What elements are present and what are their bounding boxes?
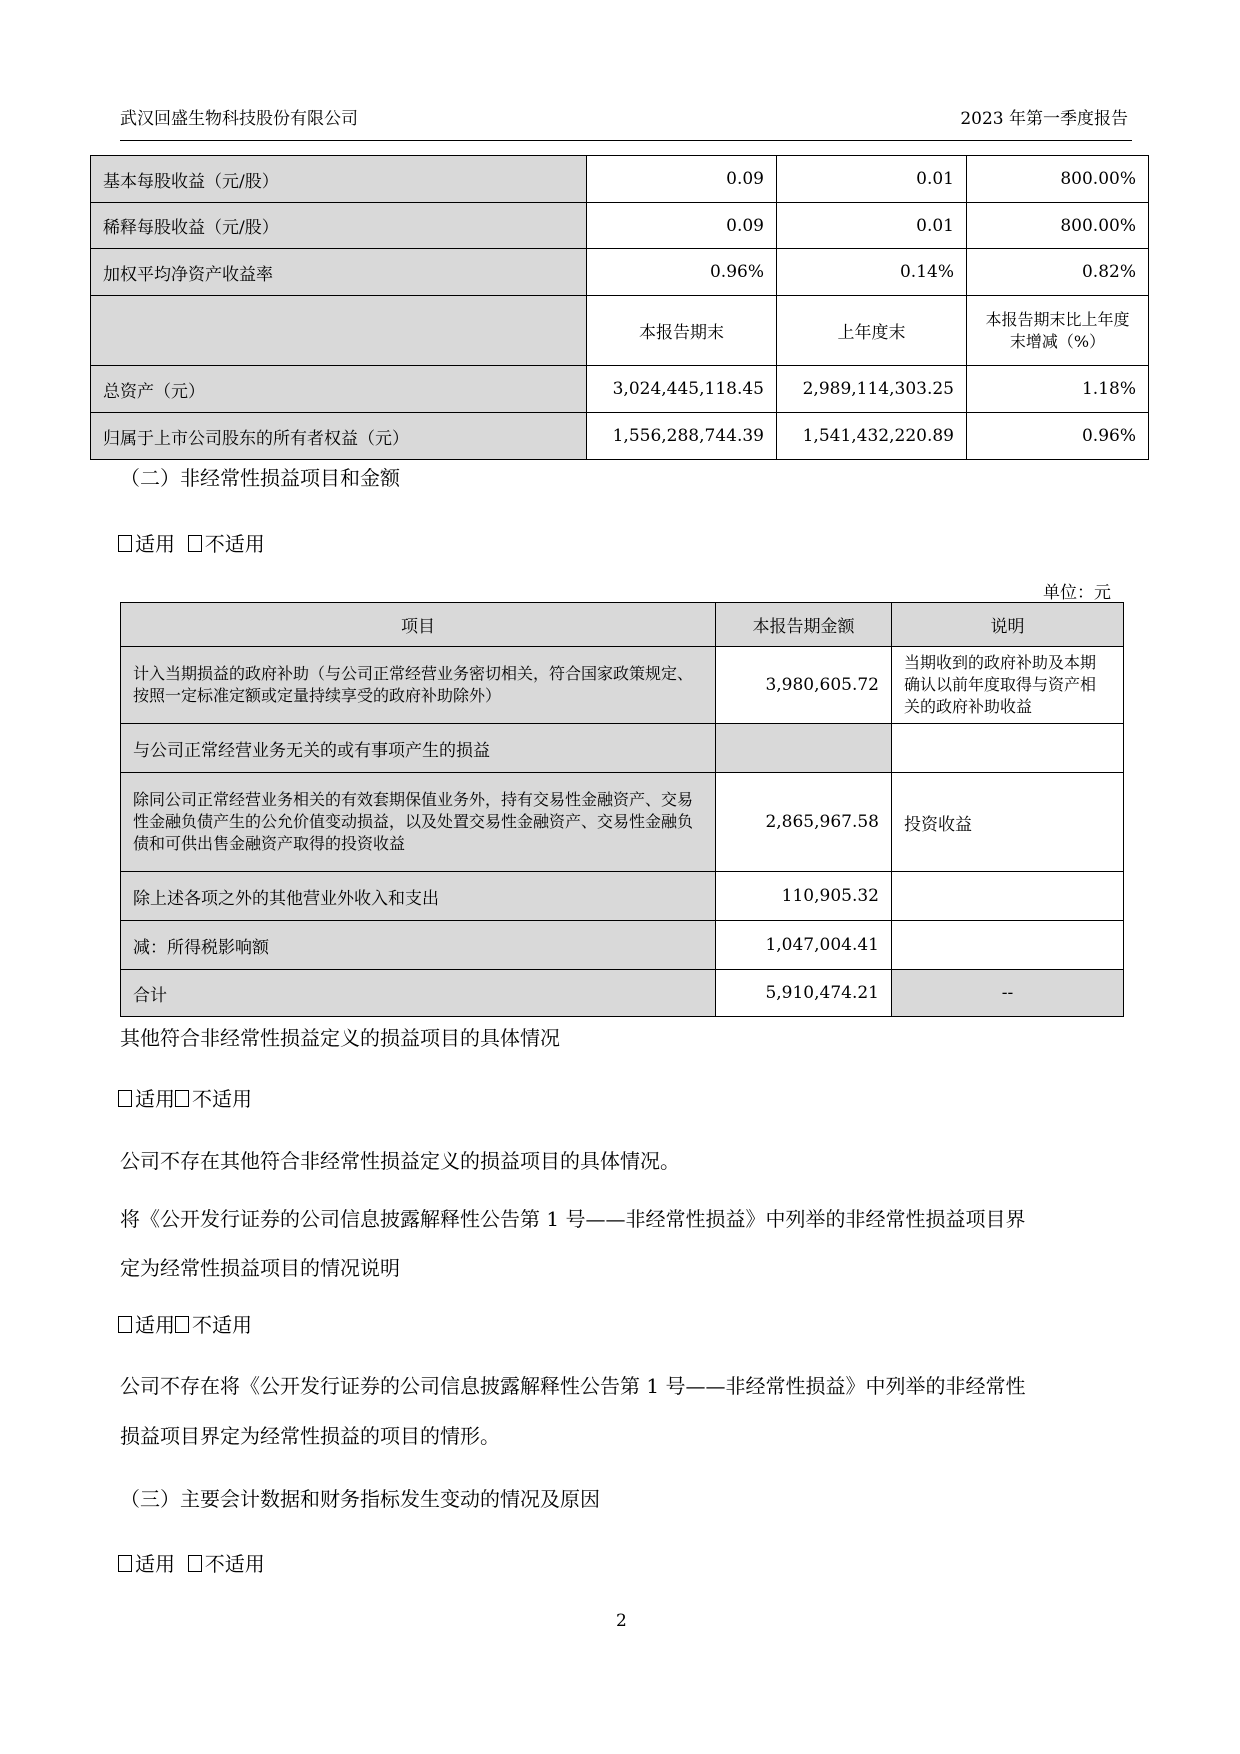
table-row [91, 249, 1149, 296]
row-label: 总资产（元） [91, 366, 587, 413]
paragraph-text: 定为经常性损益项目的情况说明 [120, 1256, 400, 1280]
checkbox-icon[interactable] [118, 1316, 132, 1333]
checkbox-icon[interactable] [188, 1555, 202, 1572]
item-cell: 除上述各项之外的其他营业外收入和支出 [121, 872, 716, 921]
checked-box-icon[interactable] [118, 1555, 132, 1572]
item-cell: 减：所得税影响额 [121, 921, 716, 970]
row-label: 基本每股收益（元/股） [91, 156, 587, 203]
column-header: 项目 [121, 603, 716, 647]
statement-text: 公司不存在其他符合非经常性损益定义的损益项目的具体情况。 [120, 1149, 680, 1173]
cell-value: 0.82% [967, 249, 1149, 296]
paragraph-text: 将《公开发行证券的公司信息披露解释性公告第 1 号——非经常性损益》中列举的非经常性损益项目界 [120, 1207, 1026, 1231]
applicable-label: 适用 [135, 1087, 175, 1111]
table-row [91, 366, 1149, 413]
header-rule [120, 140, 1132, 141]
row-label: 归属于上市公司股东的所有者权益（元） [91, 413, 587, 460]
checked-box-icon[interactable] [175, 1316, 189, 1333]
table-header-row [91, 296, 1149, 366]
cell-value: 800.00% [967, 156, 1149, 203]
paragraph-text: 损益项目界定为经常性损益的项目的情形。 [120, 1424, 500, 1448]
section-title: （三）主要会计数据和财务指标发生变动的情况及原因 [120, 1487, 600, 1511]
note-cell [892, 921, 1124, 970]
cell-value: 1,541,432,220.89 [777, 413, 967, 460]
amount-cell: 1,047,004.41 [716, 921, 892, 970]
financial-indicators-table [90, 155, 1149, 460]
table-row [121, 872, 1124, 921]
table-row [91, 156, 1149, 203]
cell-value: 800.00% [967, 203, 1149, 249]
report-title: 2023 年第一季度报告 [960, 109, 1128, 129]
table-row [121, 773, 1124, 872]
checked-box-icon[interactable] [118, 535, 132, 552]
amount-cell [716, 724, 892, 773]
non-recurring-items-table [120, 602, 1124, 1017]
not-applicable-label: 不适用 [204, 532, 265, 556]
cell-value: 1.18% [967, 366, 1149, 413]
unit-label: 单位：元 [1043, 583, 1111, 603]
cell-value: 0.96% [587, 249, 777, 296]
row-label: 加权平均净资产收益率 [91, 249, 587, 296]
item-cell: 除同公司正常经营业务相关的有效套期保值业务外，持有交易性金融资产、交易性金融负债产生的公允价值变动损益，以及处置交易性金融资产、交易性金融负债和可供出售金融资产取得的投资收益 [121, 773, 716, 872]
item-cell: 与公司正常经营业务无关的或有事项产生的损益 [121, 724, 716, 773]
column-header: 本报告期末比上年度末增减（%） [967, 296, 1149, 366]
note-cell [892, 724, 1124, 773]
amount-cell: 110,905.32 [716, 872, 892, 921]
page-number: 2 [616, 1611, 627, 1631]
cell-value: 1,556,288,744.39 [587, 413, 777, 460]
note-cell: 当期收到的政府补助及本期确认以前年度取得与资产相关的政府补助收益 [892, 647, 1124, 724]
company-name: 武汉回盛生物科技股份有限公司 [120, 109, 358, 129]
column-header: 说明 [892, 603, 1124, 647]
cell-value: 2,989,114,303.25 [777, 366, 967, 413]
applicable-label: 适用 [135, 1552, 175, 1576]
table-row [121, 921, 1124, 970]
table-header-row [121, 603, 1124, 647]
table-row [121, 724, 1124, 773]
item-cell: 计入当期损益的政府补助（与公司正常经营业务密切相关，符合国家政策规定、按照一定标准定额或定量持续享受的政府补助除外） [121, 647, 716, 724]
applicability-choice [118, 1309, 252, 1338]
not-applicable-label: 不适用 [204, 1552, 265, 1576]
cell-value: 0.01 [777, 156, 967, 203]
amount-cell: 3,980,605.72 [716, 647, 892, 724]
table-row [121, 647, 1124, 724]
paragraph-title: 其他符合非经常性损益定义的损益项目的具体情况 [120, 1026, 560, 1050]
table-row [91, 413, 1149, 460]
amount-cell: 2,865,967.58 [716, 773, 892, 872]
applicable-label: 适用 [135, 532, 175, 556]
applicability-choice [118, 1548, 265, 1577]
note-cell: 投资收益 [892, 773, 1124, 872]
empty-header-cell [91, 296, 587, 366]
checked-box-icon[interactable] [175, 1090, 189, 1107]
checkbox-icon[interactable] [188, 535, 202, 552]
applicability-choice [118, 1083, 252, 1112]
not-applicable-label: 不适用 [192, 1087, 252, 1111]
cell-value: 0.09 [587, 203, 777, 249]
section-title: （二）非经常性损益项目和金额 [120, 466, 400, 490]
column-header: 本报告期金额 [716, 603, 892, 647]
applicable-label: 适用 [135, 1313, 175, 1337]
cell-value: 0.14% [777, 249, 967, 296]
item-cell: 合计 [121, 970, 716, 1017]
column-header: 本报告期末 [587, 296, 777, 366]
table-row [91, 203, 1149, 249]
note-cell: -- [892, 970, 1124, 1017]
cell-value: 3,024,445,118.45 [587, 366, 777, 413]
cell-value: 0.01 [777, 203, 967, 249]
checkbox-icon[interactable] [118, 1090, 132, 1107]
row-label: 稀释每股收益（元/股） [91, 203, 587, 249]
table-total-row [121, 970, 1124, 1017]
amount-cell: 5,910,474.21 [716, 970, 892, 1017]
paragraph-text: 公司不存在将《公开发行证券的公司信息披露解释性公告第 1 号——非经常性损益》中列举的非经常性 [120, 1374, 1026, 1398]
column-header: 上年度末 [777, 296, 967, 366]
cell-value: 0.96% [967, 413, 1149, 460]
note-cell [892, 872, 1124, 921]
applicability-choice [118, 528, 265, 557]
not-applicable-label: 不适用 [192, 1313, 252, 1337]
cell-value: 0.09 [587, 156, 777, 203]
